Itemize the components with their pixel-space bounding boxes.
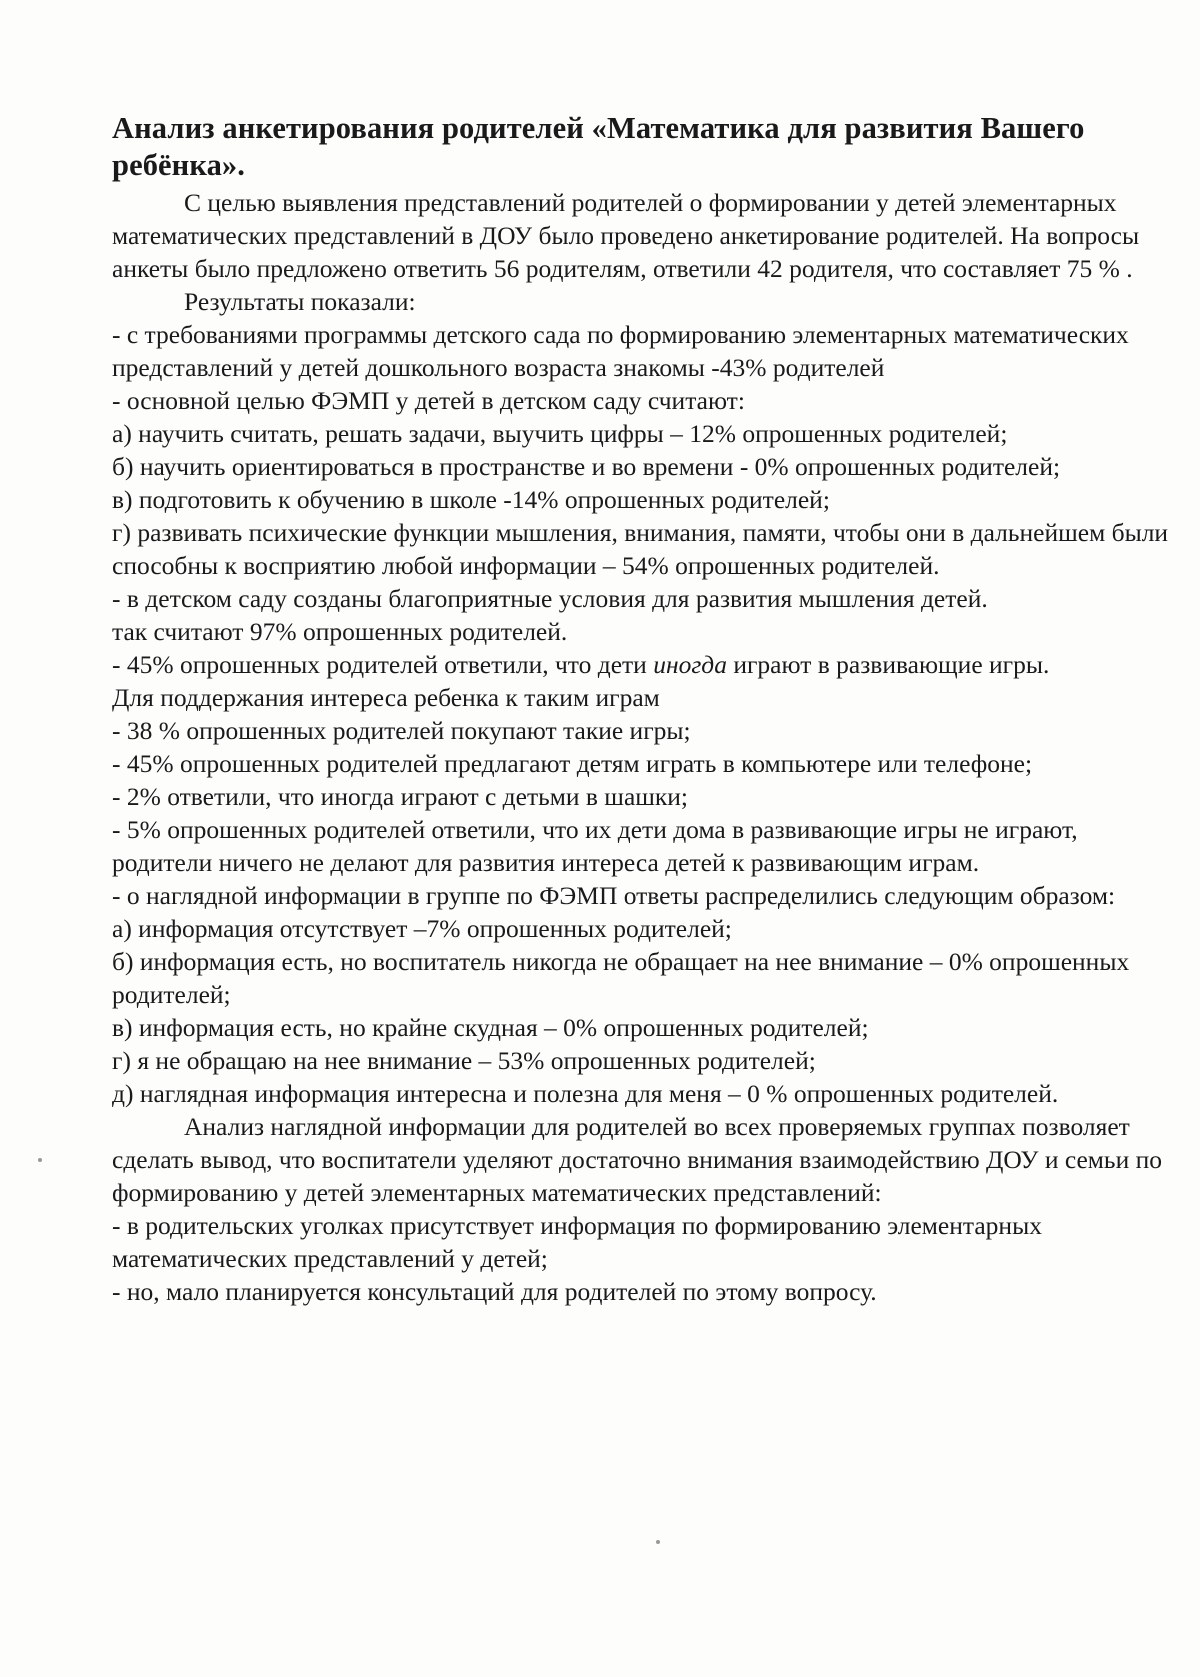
interest-item: - 45% опрошенных родителей предлагают детям играть в компьютере или телефоне; [112, 749, 1033, 778]
games-text-before: - 45% опрошенных родителей ответили, что дети [112, 650, 654, 679]
interest-item: - 5% опрошенных родителей ответили, что их дети дома в развивающие игры не играют, родители ничего не делают для развития интереса детей к развивающим играм. [112, 815, 1078, 877]
visual-item: г) я не обращаю на нее внимание – 53% опрошенных родителей; [112, 1046, 816, 1075]
document-title: Анализ анкетирования родителей «Математика для развития Вашего ребёнка». [112, 111, 1085, 182]
conclusion-item: - в родительских уголках присутствует информация по формированию элементарных математических представлений у детей; [112, 1211, 1042, 1273]
document-body [112, 110, 1172, 1308]
scan-speck [656, 1540, 660, 1544]
goal-item: а) научить считать, решать задачи, выучить цифры – 12% опрошенных родителей; [112, 419, 1008, 448]
visual-item: д) наглядная информация интересна и полезна для меня – 0 % опрошенных родителей. [112, 1079, 1059, 1108]
visual-item: в) информация есть, но крайне скудная – 0% опрошенных родителей; [112, 1013, 869, 1042]
visual-item: б) информация есть, но воспитатель никогда не обращает на нее внимание – 0% опрошенных родителей; [112, 947, 1130, 1009]
familiarity-item: - с требованиями программы детского сада по формированию элементарных математических представлений у детей дошкольного возраста знакомы -43% родителей [112, 320, 1129, 382]
visual-item: а) информация отсутствует –7% опрошенных родителей; [112, 914, 732, 943]
interest-intro: Для поддержания интереса ребенка к таким играм [112, 683, 660, 712]
conditions-line: - в детском саду созданы благоприятные условия для развития мышления детей. [112, 584, 988, 613]
intro-paragraph: С целью выявления представлений родителей о формировании у детей элементарных математических представлений в ДОУ было проведено анкетирование родителей. На вопросы анкеты было предложено ответить 56 родителям, ответили 42 родителя, что составляет 75 % . [112, 188, 1140, 283]
goal-intro: - основной целью ФЭМП у детей в детском саду считают: [112, 386, 745, 415]
visual-intro: - о наглядной информации в группе по ФЭМП ответы распределились следующим образом: [112, 881, 1116, 910]
conclusion-item: - но, мало планируется консультаций для родителей по этому вопросу. [112, 1277, 877, 1306]
results-heading: Результаты показали: [184, 287, 416, 316]
goal-item: в) подготовить к обучению в школе -14% опрошенных родителей; [112, 485, 830, 514]
interest-item: - 2% ответили, что иногда играют с детьми в шашки; [112, 782, 689, 811]
games-item [112, 648, 1172, 681]
goal-item: б) научить ориентироваться в пространстве и во времени - 0% опрошенных родителей; [112, 452, 1061, 481]
games-emphasis: иногда [653, 650, 727, 679]
games-text-after: играют в развивающие игры. [726, 650, 1050, 679]
conclusion-paragraph: Анализ наглядной информации для родителей во всех проверяемых группах позволяет сделать вывод, что воспитатели уделяют достаточно внимания взаимодействию ДОУ и семьи по формированию у детей элементарных математических представлений: [112, 1112, 1162, 1207]
goal-item: г) развивать психические функции мышления, внимания, памяти, чтобы они в дальнейшем были способны к восприятию любой информации – 54% опрошенных родителей. [112, 518, 1169, 580]
interest-item: - 38 % опрошенных родителей покупают такие игры; [112, 716, 691, 745]
conditions-line: так считают 97% опрошенных родителей. [112, 617, 568, 646]
scan-speck [38, 1158, 42, 1162]
